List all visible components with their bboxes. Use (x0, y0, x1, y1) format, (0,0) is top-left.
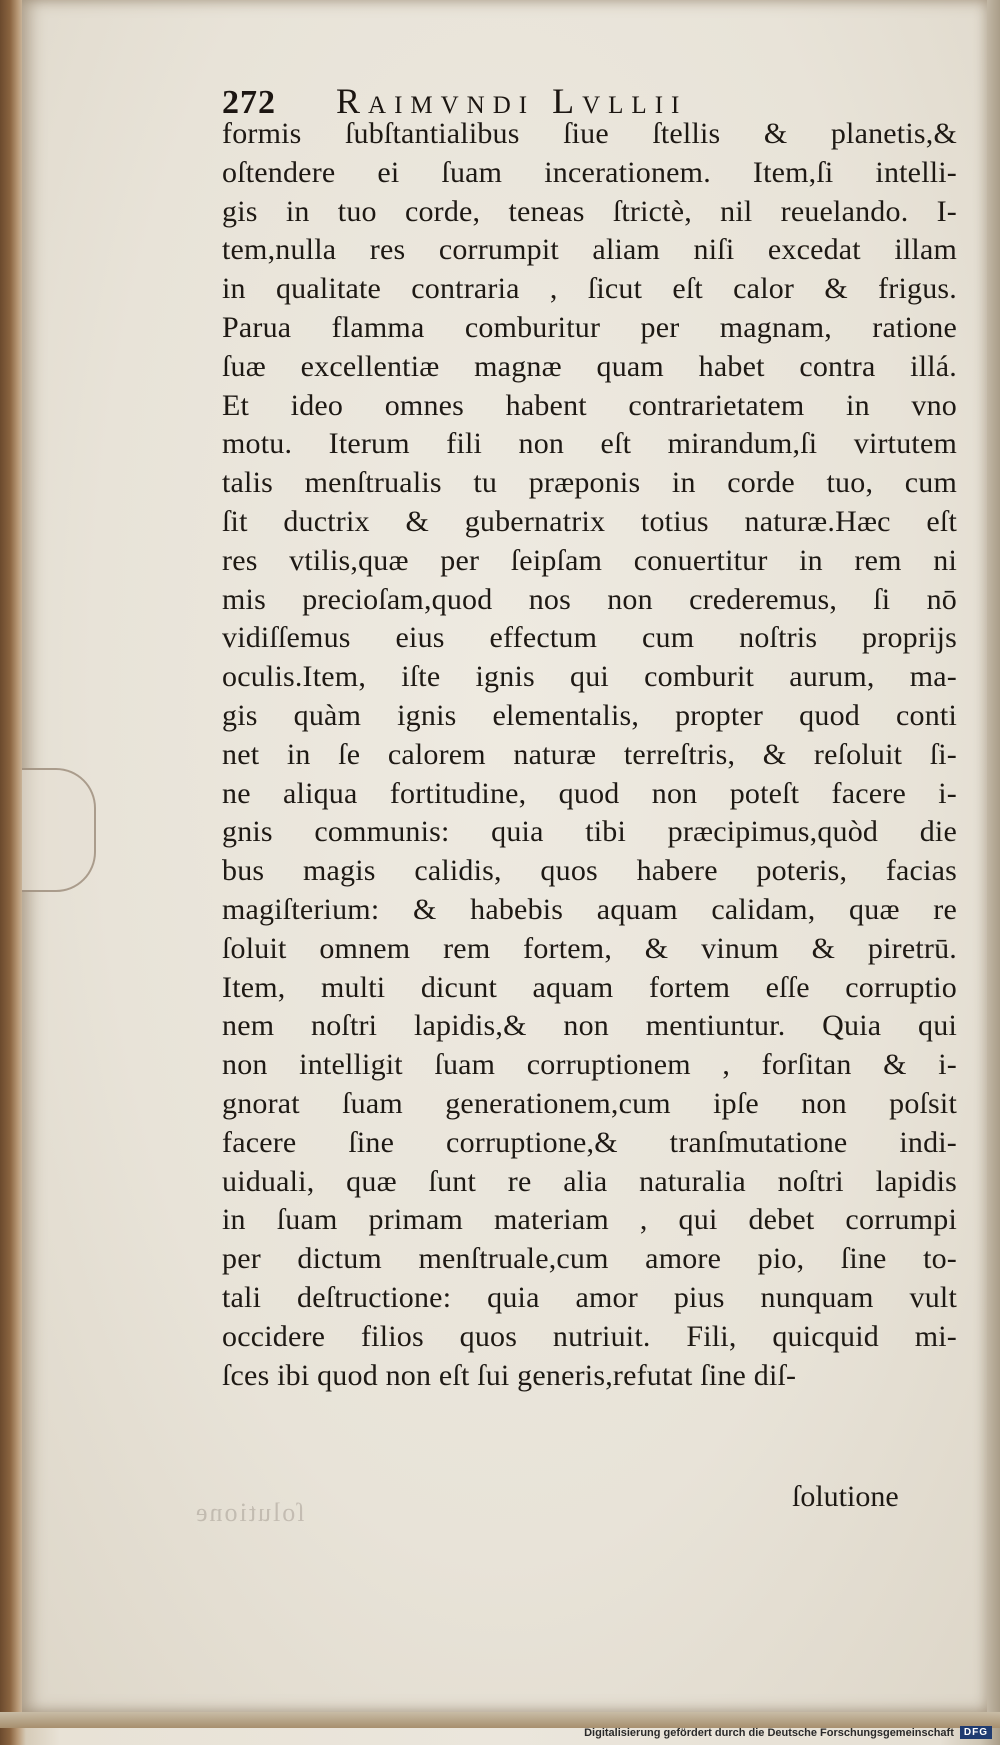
text-line: net in ſe calorem naturæ terreſtris, & reſoluit ſi- (222, 737, 957, 771)
text-line: res vtilis,quæ per ſeipſam conuertitur in rem ni (222, 543, 957, 577)
text-line: gnorat ſuam generationem,cum ipſe non poſsit (222, 1086, 957, 1120)
text-line: vidiſſemus eius effectum cum noſtris proprijs (222, 621, 957, 655)
text-line: Parua flamma comburitur per magnam, ratione (222, 310, 957, 344)
digitization-credit (584, 1726, 992, 1739)
text-line: Item, multi dicunt aquam fortem eſſe corruptio (222, 970, 957, 1004)
text-line: uiduali, quæ ſunt re alia naturalia noſtri lapidis (222, 1164, 957, 1198)
text-line: gnis communis: quia tibi præcipimus,quòd die (222, 815, 957, 849)
text-line: ne aliqua fortitudine, quod non poteſt facere i- (222, 776, 957, 810)
text-line: talis menſtrualis tu præponis in corde tuo, cum (222, 466, 957, 500)
text-line: formis ſubſtantialibus ſiue ſtellis & planetis,& (222, 117, 957, 150)
text-line: tem,nulla res corrumpit aliam niſi excedat illam (222, 233, 957, 267)
dfg-logo-icon: DFG (960, 1726, 992, 1739)
text-line: oculis.Item, iſte ignis qui comburit aurum, ma- (222, 660, 957, 694)
body-text (222, 115, 957, 1395)
text-line: occidere filios quos nutriuit. Fili, quicquid mi- (222, 1319, 957, 1353)
text-line: magiſterium: & habebis aquam calidam, quæ re (222, 892, 957, 926)
page-tab-edge (22, 768, 96, 892)
text-line: mis precioſam,quod nos non crederemus, ſi nō (222, 582, 957, 616)
text-line: bus magis calidis, quos habere poteris, facias (222, 854, 957, 888)
text-line: tali deſtructione: quia amor pius nunquam vult (222, 1280, 957, 1314)
text-line: ſoluit omnem rem fortem, & vinum & piretrū. (222, 931, 957, 965)
running-head: Raimvndi Lvllii (336, 81, 688, 121)
text-line: gis in tuo corde, teneas ſtrictè, nil reuelando. I- (222, 194, 957, 228)
text-line: per dictum menſtruale,cum amore pio, ſine to- (222, 1242, 957, 1276)
text-line: Et ideo omnes habent contrarietatem in vno (222, 388, 957, 422)
text-line: ſit ductrix & gubernatrix totius naturæ.Hæc eſt (222, 504, 957, 538)
text-line: oſtendere ei ſuam incerationem. Item,ſi intelli- (222, 155, 957, 189)
text-line: motu. Iterum fili non eſt mirandum,ſi virtutem (222, 427, 957, 461)
page-number: 272 (222, 84, 276, 121)
text-line: ſuæ excellentiæ magnæ quam habet contra illá. (222, 349, 957, 383)
bleed-through-text: ſolutione (194, 1498, 305, 1527)
text-line: in ſuam primam materiam , qui debet corrumpi (222, 1203, 957, 1237)
text-line: in qualitate contraria , ſicut eſt calor & frigus. (222, 272, 957, 306)
text-line: non intelligit ſuam corruptionem , forſitan & i- (222, 1048, 957, 1082)
credit-text: Digitalisierung gefördert durch die Deutsche Forschungsgemeinschaft (584, 1726, 954, 1739)
text-line: facere ſine corruptione,& tranſmutatione indi- (222, 1125, 957, 1159)
catchword: ſolutione (792, 1480, 899, 1513)
book-page (22, 0, 987, 1712)
text-line: nem noſtri lapidis,& non mentiuntur. Quia qui (222, 1009, 957, 1043)
text-line: gis quàm ignis elementalis, propter quod conti (222, 698, 957, 732)
text-line: ſces ibi quod non eſt ſui generis,refutat ſine diſ- (222, 1358, 797, 1392)
